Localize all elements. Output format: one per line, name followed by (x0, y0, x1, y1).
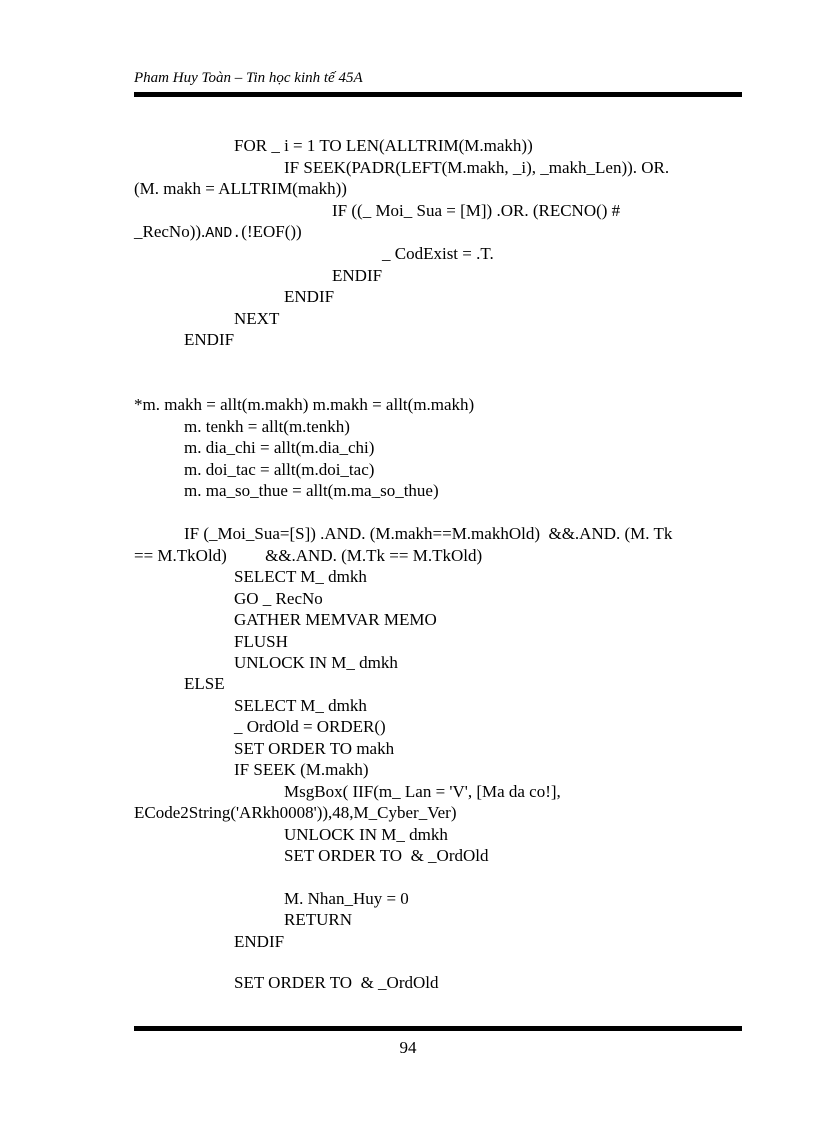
code-fragment: (!EOF()) (241, 222, 302, 241)
code-line: UNLOCK IN M_ dmkh (284, 825, 448, 844)
code-line: _ OrdOld = ORDER() (234, 717, 386, 736)
code-line: UNLOCK IN M_ dmkh (234, 653, 398, 672)
code-line: IF SEEK(PADR(LEFT(M.makh, _i), _makh_Len)). OR. (284, 158, 670, 177)
code-line: m. tenkh = allt(m.tenkh) (184, 417, 350, 436)
code-line: ENDIF (332, 266, 383, 285)
code-fragment-mono: AND. (205, 225, 242, 242)
code-line: SET ORDER TO & _OrdOld (234, 973, 439, 992)
code-line: GATHER MEMVAR MEMO (234, 610, 437, 629)
code-line: == M.TkOld) &&.AND. (M.Tk == M.TkOld) (134, 546, 483, 565)
code-line: ENDIF (234, 932, 285, 951)
code-line: NEXT (234, 309, 280, 328)
code-line: IF (_Moi_Sua=[S]) .AND. (M.makh==M.makhOld) &&.AND. (M. Tk (184, 524, 673, 543)
code-line: ENDIF (184, 330, 235, 349)
code-line: IF SEEK (M.makh) (234, 760, 369, 779)
code-line: m. ma_so_thue = allt(m.ma_so_thue) (184, 481, 439, 500)
code-line: SELECT M_ dmkh (234, 567, 367, 586)
code-line: ENDIF (284, 287, 335, 306)
code-line: m. dia_chi = allt(m.dia_chi) (184, 438, 375, 457)
code-line: ECode2String('ARkh0008')),48,M_Cyber_Ver) (134, 803, 457, 822)
code-line: M. Nhan_Huy = 0 (284, 889, 409, 908)
page-number: 94 (399, 1038, 417, 1057)
code-line: SET ORDER TO makh (234, 739, 395, 758)
code-line: RETURN (284, 910, 352, 929)
code-line: (M. makh = ALLTRIM(makh)) (134, 179, 347, 198)
code-line (134, 222, 302, 244)
code-line: m. doi_tac = allt(m.doi_tac) (184, 460, 375, 479)
code-line: ELSE (184, 674, 225, 693)
code-line: GO _ RecNo (234, 589, 323, 608)
code-line: MsgBox( IIF(m_ Lan = 'V', [Ma da co!], (284, 782, 561, 801)
page-header: Pham Huy Toàn – Tin học kinh tế 45A (134, 70, 363, 86)
code-fragment: _RecNo)). (134, 222, 206, 241)
code-line: _ CodExist = .T. (382, 244, 494, 263)
code-line: IF ((_ Moi_ Sua = [M]) .OR. (RECNO() # (332, 201, 621, 220)
header-rule (134, 92, 742, 97)
code-line: SELECT M_ dmkh (234, 696, 367, 715)
code-line: FOR _ i = 1 TO LEN(ALLTRIM(M.makh)) (234, 136, 533, 155)
footer-rule (134, 1026, 742, 1031)
code-line: *m. makh = allt(m.makh) m.makh = allt(m.makh) (134, 395, 475, 414)
code-line: FLUSH (234, 632, 288, 651)
code-line: SET ORDER TO & _OrdOld (284, 846, 489, 865)
